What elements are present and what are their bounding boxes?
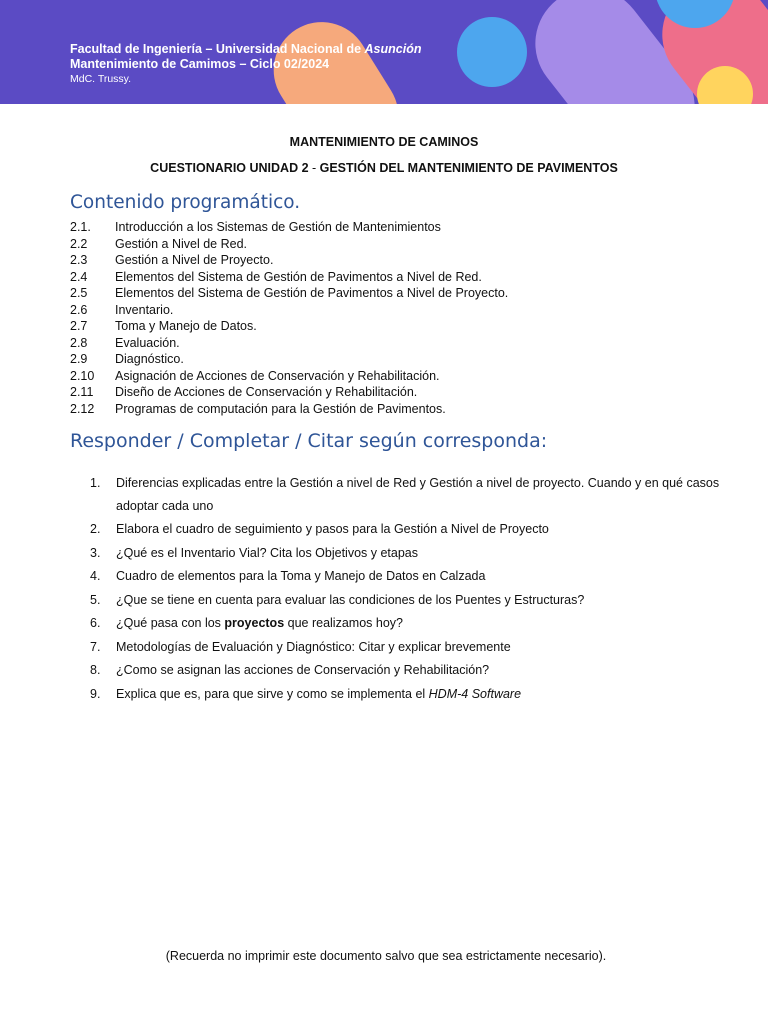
question-number: 6. xyxy=(90,616,101,630)
item-text: Introducción a los Sistemas de Gestión de Mantenimientos xyxy=(115,220,441,234)
list-item xyxy=(70,269,508,286)
item-text: Elementos del Sistema de Gestión de Pavimentos a Nivel de Proyecto. xyxy=(115,286,509,300)
question-text: Cuadro de elementos para la Toma y Manejo de Datos en Calzada xyxy=(116,569,486,583)
question-item xyxy=(90,472,720,517)
item-text: Gestión a Nivel de Proyecto. xyxy=(115,253,274,267)
question-text-part: Explica que es, para que sirve y como se implementa el xyxy=(116,686,429,701)
program-list xyxy=(70,219,508,417)
question-number: 8. xyxy=(90,663,101,677)
subtitle-topic: GESTIÓN DEL MANTENIMIENTO DE PAVIMENTOS xyxy=(319,161,618,175)
item-text: Diagnóstico. xyxy=(115,352,184,366)
question-text xyxy=(116,612,720,635)
list-item xyxy=(70,252,508,269)
item-text: Asignación de Acciones de Conservación y Rehabilitación. xyxy=(115,368,440,383)
course-line: Mantenimiento de Camimos – Ciclo 02/2024 xyxy=(70,57,330,71)
header-banner xyxy=(0,0,768,104)
city-emphasis: Asunción xyxy=(364,42,422,56)
question-item xyxy=(90,518,720,541)
item-number: 2.7 xyxy=(70,319,88,333)
question-text: Elabora el cuadro de seguimiento y pasos para la Gestión a Nivel de Proyecto xyxy=(116,522,549,536)
item-number: 2.12 xyxy=(70,401,95,416)
question-number: 9. xyxy=(90,686,101,701)
item-number: 2.1. xyxy=(70,220,91,234)
item-number: 2.5 xyxy=(70,286,88,300)
question-text-part: ¿Qué pasa con los xyxy=(116,616,225,630)
footer-note: (Recuerda no imprimir este documento salvo que sea estrictamente necesario). xyxy=(165,949,607,963)
question-text: ¿Como se asignan las acciones de Conservación y Rehabilitación? xyxy=(116,663,490,677)
list-item xyxy=(70,285,508,302)
cuestionario-heading: Responder / Completar / Citar según corresponda: xyxy=(70,430,548,452)
question-text: ¿Que se tiene en cuenta para evaluar las condiciones de los Puentes y Estructuras? xyxy=(116,592,585,607)
question-item xyxy=(90,565,720,588)
list-item xyxy=(70,335,508,352)
list-item xyxy=(70,236,508,253)
item-text: Programas de computación para la Gestión de Pavimentos. xyxy=(115,401,446,416)
subtitle-dash: - xyxy=(308,161,320,175)
question-bold-word: proyectos xyxy=(224,616,285,630)
item-number: 2.2 xyxy=(70,236,88,251)
faculty-text: Facultad de Ingeniería – Universidad Nacional de xyxy=(70,42,365,56)
header-text xyxy=(70,42,421,87)
software-name: HDM-4 Software xyxy=(428,686,522,701)
list-item xyxy=(70,384,508,401)
question-number: 7. xyxy=(90,639,101,654)
list-item xyxy=(70,219,508,236)
item-text: Gestión a Nivel de Red. xyxy=(115,236,248,251)
question-item xyxy=(90,612,720,635)
instructor-line: MdC. Trussy. xyxy=(70,73,132,85)
item-number: 2.9 xyxy=(70,352,88,366)
question-number: 5. xyxy=(90,592,101,607)
item-text: Inventario. xyxy=(115,302,174,317)
question-item xyxy=(90,636,720,659)
question-text-part: que realizamos hoy? xyxy=(284,616,403,630)
faculty-line xyxy=(70,42,421,57)
list-item xyxy=(70,318,508,335)
question-text: Diferencias explicadas entre la Gestión a nivel de Red y Gestión a nivel de proyecto. Cuando y en qué casos adoptar cada uno xyxy=(116,476,720,513)
item-number: 2.4 xyxy=(70,269,88,284)
item-number: 2.11 xyxy=(70,385,94,399)
question-number: 2. xyxy=(90,522,101,536)
item-number: 2.10 xyxy=(70,368,95,383)
list-item xyxy=(70,302,508,319)
question-item xyxy=(90,542,720,565)
decorative-blue-circle xyxy=(457,17,527,87)
question-number: 4. xyxy=(90,569,101,583)
list-item xyxy=(70,401,508,418)
contenido-heading: Contenido programático. xyxy=(70,192,301,213)
item-text: Elementos del Sistema de Gestión de Pavimentos a Nivel de Red. xyxy=(115,269,482,284)
question-item xyxy=(90,659,720,682)
item-text: Diseño de Acciones de Conservación y Rehabilitación. xyxy=(115,385,418,399)
question-number: 3. xyxy=(90,545,101,560)
item-number: 2.3 xyxy=(70,253,88,267)
item-number: 2.6 xyxy=(70,302,88,317)
question-text xyxy=(116,683,720,706)
item-text: Evaluación. xyxy=(115,335,180,350)
question-item xyxy=(90,683,720,706)
item-text: Toma y Manejo de Datos. xyxy=(115,319,257,333)
question-text: Metodologías de Evaluación y Diagnóstico: Citar y explicar brevemente xyxy=(116,639,511,654)
subtitle-unit: CUESTIONARIO UNIDAD 2 xyxy=(150,161,309,175)
question-item xyxy=(90,589,720,612)
question-number: 1. xyxy=(90,476,101,490)
document-subtitle xyxy=(0,161,768,175)
list-item xyxy=(70,368,508,385)
question-text: ¿Qué es el Inventario Vial? Cita los Objetivos y etapas xyxy=(116,545,419,560)
document-title: MANTENIMIENTO DE CAMINOS xyxy=(289,135,479,149)
list-item xyxy=(70,351,508,368)
item-number: 2.8 xyxy=(70,335,88,350)
question-list xyxy=(90,472,720,706)
